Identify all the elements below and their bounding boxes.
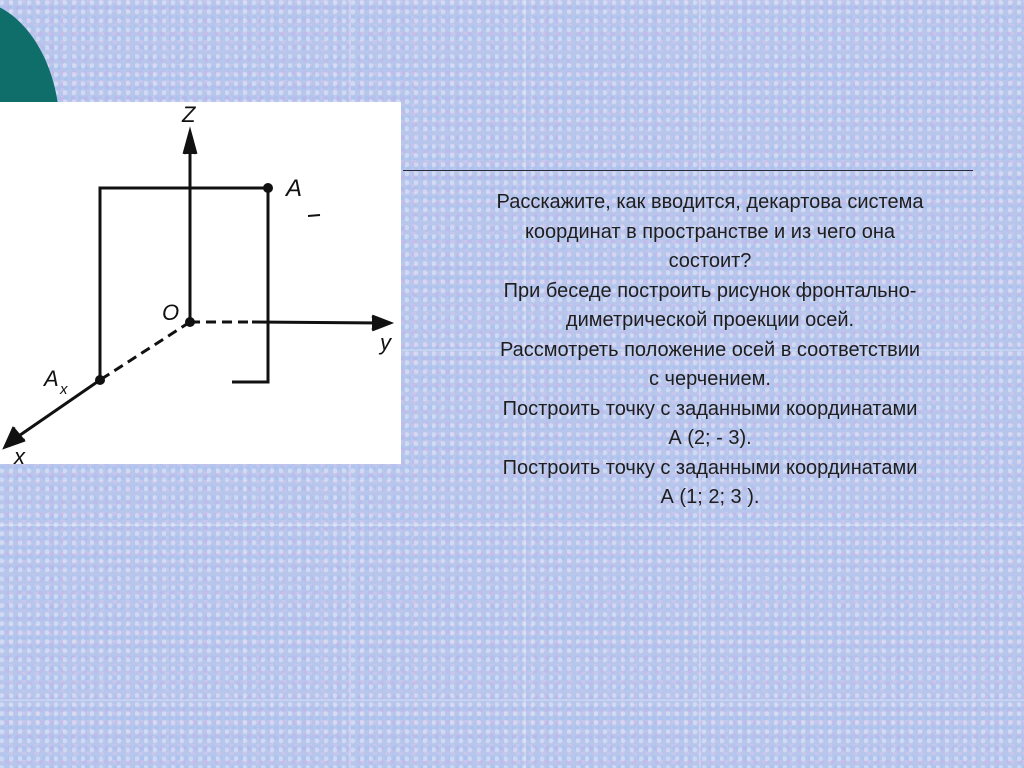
label-z: Z — [182, 102, 196, 127]
projection-rectangle — [100, 188, 268, 382]
paragraph-point-2d: Построить точку с заданными координатами А (2; - 3). — [502, 397, 918, 449]
point-ax — [95, 375, 105, 385]
label-x: x — [14, 444, 25, 464]
task-text — [420, 188, 1000, 513]
tick-mark — [308, 215, 320, 216]
point-a — [263, 183, 273, 193]
label-a: A — [286, 175, 303, 202]
y-axis-arrow — [372, 316, 390, 330]
label-o: O — [162, 300, 180, 325]
label-ax-subscript: x — [60, 381, 68, 398]
z-axis-arrow — [184, 132, 196, 154]
y-axis — [252, 322, 385, 323]
paragraph-question: Расскажите, как вводится, декартова система координат в пространстве и из чего она состоит? — [496, 191, 924, 272]
x-axis-dashed — [100, 322, 190, 380]
label-ax: A — [44, 366, 59, 391]
point-origin — [185, 317, 195, 327]
title-separator-line — [403, 170, 973, 171]
label-y: y — [380, 330, 391, 355]
paragraph-axes-position: Рассмотреть положение осей в соответствии с черчением. — [499, 338, 921, 390]
paragraph-draw-projection: При беседе построить рисунок фронтально- диметрической проекции осей. — [503, 279, 917, 331]
paragraph-point-3d: Построить точку с заданными координатами А (1; 2; 3 ). — [502, 456, 918, 508]
axes-figure — [0, 102, 401, 464]
